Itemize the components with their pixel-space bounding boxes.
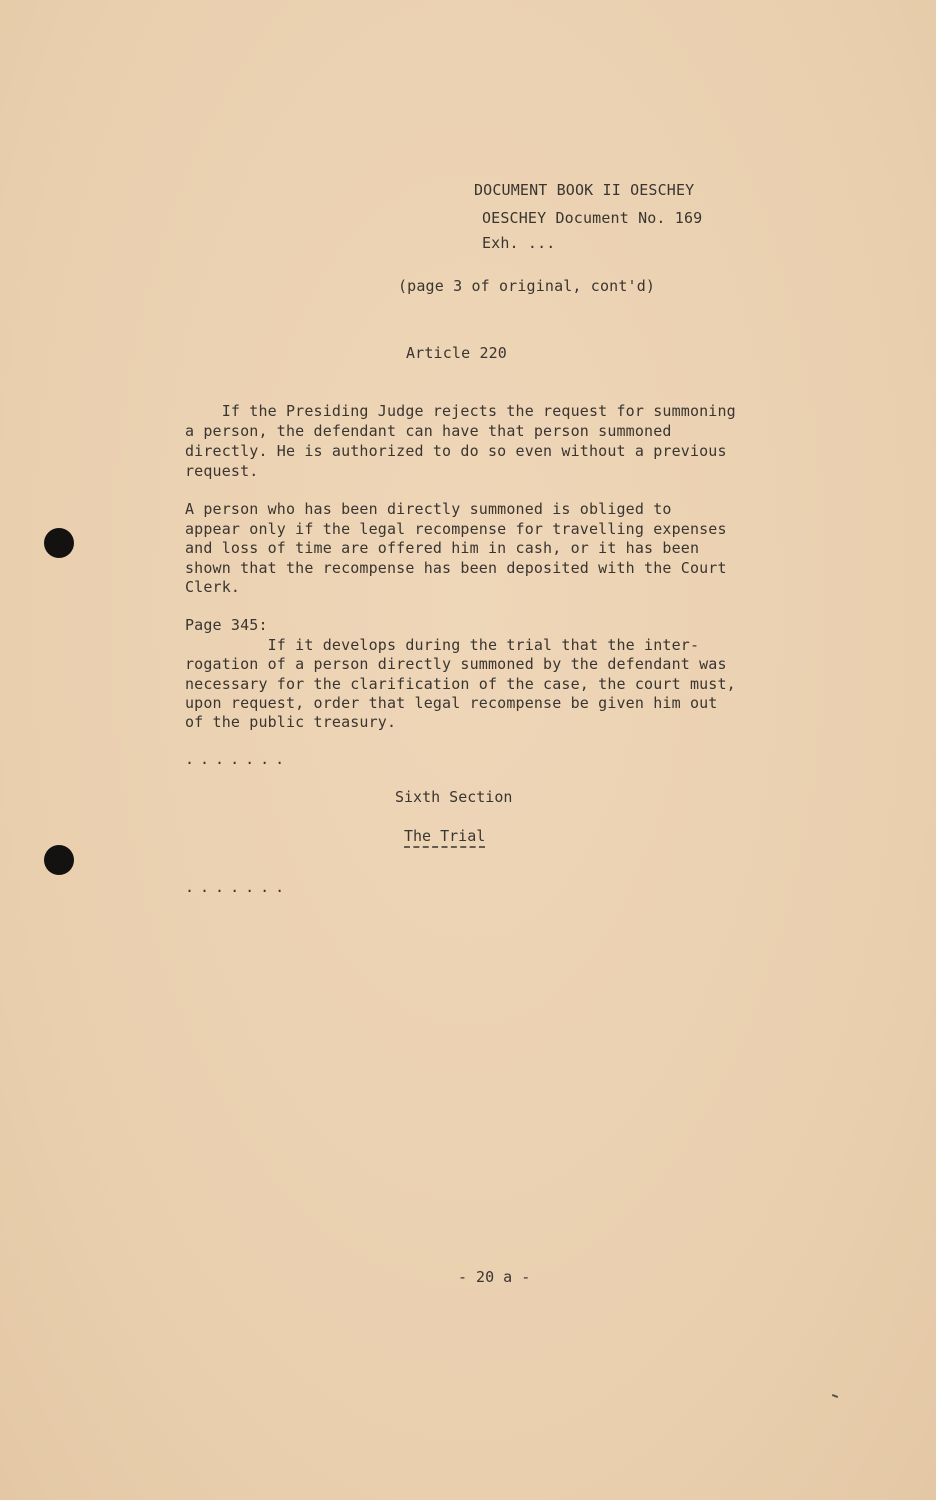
text-line: and loss of time are offered him in cash, or it has been: [185, 539, 700, 557]
header-document-number: OESCHEY Document No. 169: [482, 209, 703, 227]
text-line: shown that the recompense has been deposited with the Court: [185, 559, 727, 577]
text-line: Clerk.: [185, 578, 241, 596]
text-line: A person who has been directly summoned is obliged to: [185, 500, 672, 518]
punch-hole-bottom: [44, 845, 74, 875]
article-title: Article 220: [406, 344, 507, 362]
page-number: - 20 a -: [458, 1268, 531, 1286]
header-document-book: DOCUMENT BOOK II OESCHEY: [474, 181, 695, 199]
ellipsis-separator: .......: [185, 750, 291, 768]
text-line: rogation of a person directly summoned by the defendant was: [185, 655, 727, 673]
page-reference: (page 3 of original, cont'd): [398, 277, 656, 295]
text-line: a person, the defendant can have that person summoned: [185, 422, 672, 440]
text-line: upon request, order that legal recompense be given him out: [185, 694, 718, 712]
paper-speck: [832, 1394, 838, 1398]
ellipsis-separator: .......: [185, 878, 291, 896]
punch-hole-top: [44, 528, 74, 558]
text-line: directly. He is authorized to do so even without a previous: [185, 442, 727, 460]
section-heading: Sixth Section: [395, 788, 513, 806]
text-line: request.: [185, 462, 259, 480]
text-line: of the public treasury.: [185, 713, 397, 731]
text-line: If it develops during the trial that the inter-: [185, 636, 700, 654]
section-title: The Trial: [404, 827, 486, 845]
text-line: necessary for the clarification of the case, the court must,: [185, 675, 736, 693]
text-line: appear only if the legal recompense for travelling expenses: [185, 520, 727, 538]
text-line: If the Presiding Judge rejects the request for summoning: [185, 402, 736, 420]
page-label: Page 345:: [185, 616, 268, 634]
header-exhibit: Exh. ...: [482, 234, 556, 252]
